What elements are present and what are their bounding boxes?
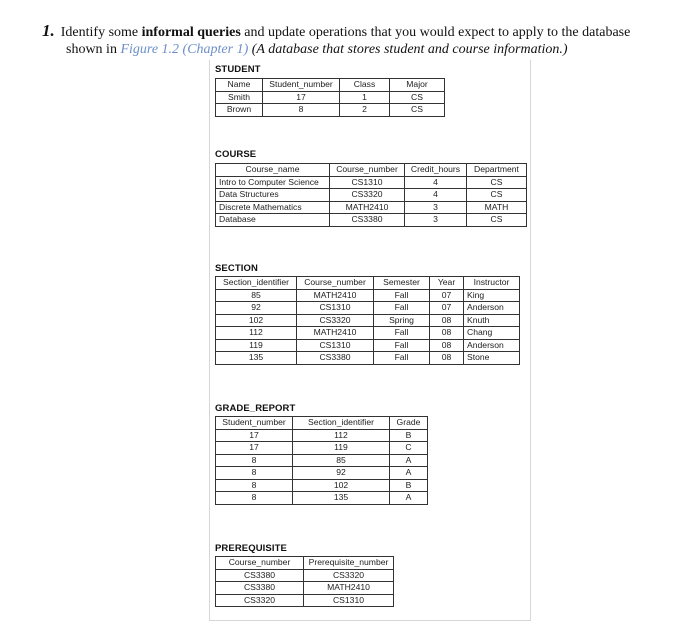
column-header: Class	[340, 79, 390, 92]
table-cell: Intro to Computer Science	[216, 176, 330, 189]
table-cell: 2	[340, 104, 390, 117]
table-cell: 119	[293, 442, 390, 455]
table-row	[216, 176, 527, 189]
prerequisite-table-name: PREREQUISITE	[215, 543, 287, 554]
table-cell: CS3320	[216, 594, 304, 607]
table-row	[216, 189, 527, 202]
section-table-name: SECTION	[215, 263, 258, 274]
question-line2	[42, 41, 682, 58]
table-cell: MATH	[467, 201, 527, 214]
table-cell: CS1310	[330, 176, 405, 189]
table-cell: 3	[405, 214, 467, 227]
table-cell: Brown	[216, 104, 263, 117]
table-cell: CS3380	[330, 214, 405, 227]
table-header-row	[216, 79, 445, 92]
column-header: Instructor	[464, 277, 520, 290]
prerequisite-table	[215, 556, 394, 607]
table-row	[216, 339, 520, 352]
table-cell: CS3320	[297, 314, 374, 327]
table-cell: Fall	[374, 327, 430, 340]
table-cell: 08	[430, 339, 464, 352]
table-cell: Fall	[374, 339, 430, 352]
table-header-row	[216, 164, 527, 177]
table-cell: C	[390, 442, 428, 455]
table-cell: Anderson	[464, 339, 520, 352]
question-text	[42, 22, 682, 58]
table-row	[216, 479, 428, 492]
table-cell: Data Structures	[216, 189, 330, 202]
column-header: Department	[467, 164, 527, 177]
table-cell: Discrete Mathematics	[216, 201, 330, 214]
table-cell: CS	[390, 91, 445, 104]
grade-report-table-name: GRADE_REPORT	[215, 403, 296, 414]
table-cell: CS1310	[304, 594, 394, 607]
column-header: Student_number	[216, 417, 293, 430]
table-cell: Fall	[374, 352, 430, 365]
table-row	[216, 201, 527, 214]
table-cell: CS3380	[297, 352, 374, 365]
table-cell: CS1310	[297, 339, 374, 352]
question-part2: and update operations that you would expect to apply to the database	[240, 25, 631, 40]
table-cell: A	[390, 454, 428, 467]
student-table	[215, 78, 445, 117]
column-header: Prerequisite_number	[304, 557, 394, 570]
column-header: Section_identifier	[216, 277, 297, 290]
table-cell: Chang	[464, 327, 520, 340]
table-cell: 07	[430, 289, 464, 302]
table-cell: MATH2410	[330, 201, 405, 214]
table-cell: 17	[216, 429, 293, 442]
table-cell: Database	[216, 214, 330, 227]
table-cell: Fall	[374, 302, 430, 315]
table-row	[216, 91, 445, 104]
table-header-row	[216, 277, 520, 290]
table-row	[216, 302, 520, 315]
table-row	[216, 352, 520, 365]
table-row	[216, 467, 428, 480]
table-cell: CS	[467, 176, 527, 189]
table-cell: MATH2410	[297, 327, 374, 340]
table-cell: CS3380	[216, 582, 304, 595]
column-header: Course_number	[297, 277, 374, 290]
table-row	[216, 454, 428, 467]
course-table-name: COURSE	[215, 149, 257, 160]
table-row	[216, 492, 428, 505]
column-header: Credit_hours	[405, 164, 467, 177]
question-part1: Identify some	[60, 25, 142, 40]
table-cell: Stone	[464, 352, 520, 365]
column-header: Section_identifier	[293, 417, 390, 430]
column-header: Year	[430, 277, 464, 290]
table-cell: 4	[405, 176, 467, 189]
table-cell: CS	[467, 214, 527, 227]
question-bold-phrase: informal queries	[141, 25, 241, 40]
table-cell: 8	[216, 467, 293, 480]
column-header: Course_name	[216, 164, 330, 177]
table-cell: CS	[390, 104, 445, 117]
table-cell: 112	[216, 327, 297, 340]
table-cell: 07	[430, 302, 464, 315]
column-header: Course_number	[330, 164, 405, 177]
table-row	[216, 569, 394, 582]
table-cell: CS3320	[304, 569, 394, 582]
column-header: Semester	[374, 277, 430, 290]
table-cell: 08	[430, 314, 464, 327]
table-cell: 92	[216, 302, 297, 315]
table-row	[216, 104, 445, 117]
table-cell: 92	[293, 467, 390, 480]
column-header: Major	[390, 79, 445, 92]
database-figure	[209, 60, 531, 621]
table-row	[216, 289, 520, 302]
table-row	[216, 314, 520, 327]
table-cell: 17	[263, 91, 340, 104]
table-cell: CS1310	[297, 302, 374, 315]
question-number: 1.	[42, 21, 55, 40]
table-cell: 112	[293, 429, 390, 442]
table-row	[216, 214, 527, 227]
table-cell: A	[390, 492, 428, 505]
table-cell: MATH2410	[297, 289, 374, 302]
student-table-name: STUDENT	[215, 64, 261, 75]
table-cell: 8	[216, 479, 293, 492]
table-cell: B	[390, 429, 428, 442]
table-cell: Anderson	[464, 302, 520, 315]
table-cell: 08	[430, 327, 464, 340]
table-header-row	[216, 557, 394, 570]
table-row	[216, 442, 428, 455]
figure-link[interactable]: Figure 1.2 (Chapter 1)	[120, 42, 249, 57]
table-row	[216, 582, 394, 595]
table-cell: Spring	[374, 314, 430, 327]
table-cell: 3	[405, 201, 467, 214]
table-cell: Knuth	[464, 314, 520, 327]
table-cell: MATH2410	[304, 582, 394, 595]
table-cell: 85	[293, 454, 390, 467]
table-cell: 119	[216, 339, 297, 352]
section-table	[215, 276, 520, 365]
table-cell: CS3380	[216, 569, 304, 582]
table-cell: 85	[216, 289, 297, 302]
table-cell: 102	[293, 479, 390, 492]
table-cell: 8	[263, 104, 340, 117]
column-header: Grade	[390, 417, 428, 430]
question-part3: shown in	[66, 42, 121, 57]
table-cell: 135	[293, 492, 390, 505]
grade-report-table	[215, 416, 428, 505]
table-cell: 1	[340, 91, 390, 104]
table-cell: 4	[405, 189, 467, 202]
table-row	[216, 327, 520, 340]
table-cell: 8	[216, 454, 293, 467]
column-header: Name	[216, 79, 263, 92]
table-row	[216, 594, 394, 607]
table-cell: 102	[216, 314, 297, 327]
table-row	[216, 429, 428, 442]
table-cell: CS	[467, 189, 527, 202]
table-header-row	[216, 417, 428, 430]
question-paren: (A database that stores student and course information.)	[248, 42, 568, 57]
table-cell: A	[390, 467, 428, 480]
course-table	[215, 163, 527, 227]
table-cell: Smith	[216, 91, 263, 104]
table-cell: 135	[216, 352, 297, 365]
table-cell: Fall	[374, 289, 430, 302]
table-cell: 08	[430, 352, 464, 365]
table-cell: B	[390, 479, 428, 492]
table-cell: CS3320	[330, 189, 405, 202]
table-cell: 17	[216, 442, 293, 455]
column-header: Student_number	[263, 79, 340, 92]
table-cell: King	[464, 289, 520, 302]
table-cell: 8	[216, 492, 293, 505]
column-header: Course_number	[216, 557, 304, 570]
